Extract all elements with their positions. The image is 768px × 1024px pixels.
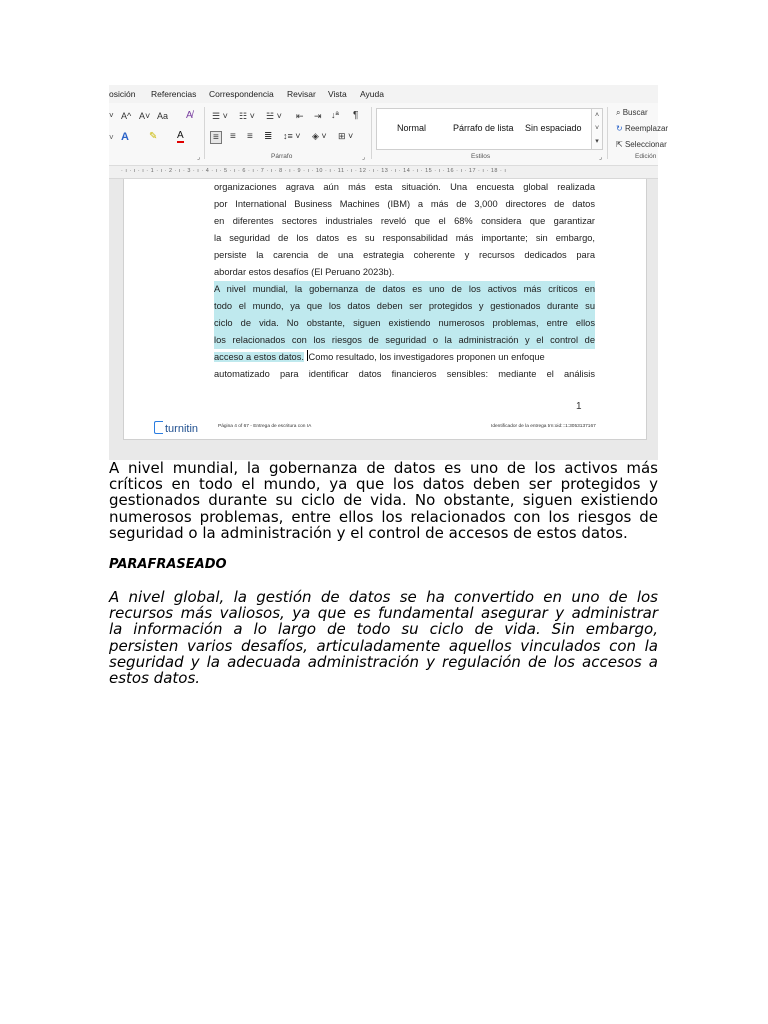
document-area: [109, 179, 658, 460]
cursor-arrow-icon: ⇱: [616, 140, 623, 149]
doc-line-with-cursor: [214, 349, 595, 366]
doc-line: por International Business Machines (IBM) a más de 3,000 directores de datos: [214, 199, 595, 209]
styles-scroll[interactable]: ˄ ˅ ▾: [591, 108, 603, 150]
ruler-marks: · ı · ı · ı · 1 · ı · 2 · ı · 3 · ı · 4 · ı · 5 · ı · 6 · ı · 7 · ı · 8 · ı · 9 · ı · 10 · ı · 11 · ı · 12 · ı · 13 · ı · 14 · ı · 15 · ı · 16 · ı · 17 · ı · 18 · ı: [121, 168, 507, 174]
paragraph-group-launcher-icon[interactable]: ⌟: [362, 154, 366, 161]
tab-correspondencia[interactable]: Correspondencia: [209, 89, 274, 99]
paragraph-line: seguridad o la administración y el control de accesos de estos datos.: [109, 523, 628, 542]
bullets-icon[interactable]: ☰ ˅: [212, 111, 228, 121]
search-icon: ⌕: [616, 108, 621, 117]
tab-vista[interactable]: Vista: [328, 89, 347, 99]
align-center-icon[interactable]: ≡: [230, 131, 236, 142]
align-left-icon[interactable]: ≡: [210, 131, 222, 144]
pilcrow-icon[interactable]: ¶: [353, 110, 359, 121]
text-effects-icon[interactable]: A: [121, 131, 129, 143]
doc-line: organizaciones agrava aún más esta situación. Una encuesta global realizada: [214, 182, 595, 192]
styles-gallery: [376, 108, 593, 150]
doc-line: abordar estos desafíos (El Peruano 2023b).: [214, 267, 395, 277]
font-color-icon[interactable]: A: [177, 130, 184, 141]
font-group-launcher-icon[interactable]: ⌟: [197, 154, 201, 161]
increase-indent-icon[interactable]: ⇥: [314, 111, 322, 121]
paragraph-line: recursos más valiosos, ya que es fundamental asegurar y administrar: [109, 604, 658, 623]
original-paragraph: [109, 460, 658, 541]
chevron-down-icon[interactable]: ˅: [109, 111, 114, 120]
highlighted-tail: acceso a estos datos.: [214, 352, 304, 362]
paragraph-line: A nivel mundial, la gobernanza de datos es uno de los activos más: [109, 459, 658, 477]
tab-referencias[interactable]: Referencias: [151, 89, 197, 99]
ribbon: [109, 103, 669, 166]
replace-button[interactable]: ↻ Reemplazar: [616, 124, 669, 133]
paragraph-line: estos datos.: [109, 668, 201, 687]
highlighted-line: los relacionados con los riesgos de seguridad o la administración y el control de: [214, 332, 595, 349]
change-case-icon[interactable]: Aa: [157, 111, 169, 121]
doc-line: persiste la carencia de una estrategia coherente y recursos dedicados para: [214, 250, 595, 260]
select-button[interactable]: ⇱ Seleccionar: [616, 140, 667, 149]
word-screenshot: [109, 85, 669, 460]
footer-right: Identificador de la entrega trn:oid:::1:3053137167: [491, 424, 596, 429]
search-button[interactable]: ⌕ Buscar: [616, 108, 648, 117]
separator: [371, 107, 372, 159]
decrease-indent-icon[interactable]: ⇤: [296, 111, 304, 121]
paragraph-line: numerosos problemas, entre ellos los relacionados con los riesgos de: [109, 507, 658, 526]
edit-group-label: Edición: [635, 153, 657, 160]
grow-font-icon[interactable]: A^: [121, 111, 132, 121]
align-right-icon[interactable]: ≡: [247, 131, 253, 142]
chevron-down-icon[interactable]: ˅: [109, 133, 114, 142]
paragraph-line: críticos en todo el mundo, ya que los datos deben ser protegidos y: [109, 475, 658, 494]
style-normal[interactable]: Normal: [397, 123, 427, 133]
styles-group-label: Estilos: [471, 153, 491, 160]
section-heading: PARAFRASEADO: [109, 557, 227, 572]
replace-icon: ↻: [616, 124, 623, 133]
paragraph-line: A nivel global, la gestión de datos se ha convertido en uno de los: [109, 588, 658, 606]
tab-ayuda[interactable]: Ayuda: [360, 89, 384, 99]
tab-disposicion[interactable]: osición: [109, 89, 136, 99]
paragraph-line: seguridad y la adecuada administración y regulación de los accesos a: [109, 652, 658, 671]
borders-icon[interactable]: ⊞ ˅: [338, 131, 354, 141]
highlighted-line: A nivel mundial, la gobernanza de datos es uno de los activos más críticos en: [214, 281, 595, 298]
paragraph-line: la información a lo largo de todo su ciclo de vida. Sin embargo,: [109, 620, 658, 639]
turnitin-icon: [154, 421, 163, 434]
paragraph-group-label: Párrafo: [271, 153, 293, 160]
separator: [607, 107, 608, 159]
document-page: [123, 179, 647, 440]
multilevel-list-icon[interactable]: ☱ ˅: [266, 111, 282, 121]
footer-left: Página 4 of 67 - Entrega de escritura con IA: [218, 424, 312, 429]
tail-text: Como resultado, los investigadores proponen un enfoque: [308, 352, 545, 362]
doc-line: en diferentes sectores industriales reveló que el 68% considera que garantizar: [214, 216, 595, 226]
tab-revisar[interactable]: Revisar: [287, 89, 316, 99]
line-spacing-icon[interactable]: ↕≡ ˅: [283, 131, 301, 141]
turnitin-logo: turnitin: [154, 421, 198, 435]
doc-line: la seguridad de los datos es su responsabilidad más importante; sin embargo,: [214, 233, 595, 243]
highlighter-icon[interactable]: ✎: [149, 131, 158, 142]
paraphrased-paragraph: [109, 589, 658, 686]
style-sin-espaciado[interactable]: Sin espaciado: [525, 123, 582, 133]
shading-icon[interactable]: ◈ ˅: [312, 131, 327, 141]
justify-icon[interactable]: ≣: [264, 131, 273, 142]
page-number: 1: [576, 401, 582, 412]
numbering-icon[interactable]: ☷ ˅: [239, 111, 255, 121]
separator: [204, 107, 205, 159]
paragraph-line: persisten varios desafíos, articuladamente aquellos vinculados con la: [109, 636, 658, 655]
highlighted-line: todo el mundo, ya que los datos deben ser protegidos y gestionados durante su: [214, 298, 595, 315]
ruler: [109, 166, 658, 179]
shrink-font-icon[interactable]: A˅: [139, 111, 151, 121]
sort-icon[interactable]: ↓ª: [331, 110, 339, 120]
styles-group-launcher-icon[interactable]: ⌟: [599, 154, 603, 161]
highlighted-line: ciclo de vida. No obstante, siguen existiendo numerosos problemas, entre ellos: [214, 315, 595, 332]
text-cursor: [307, 350, 308, 361]
style-parrafo-de-lista[interactable]: Párrafo de lista: [453, 123, 514, 133]
paragraph-line: gestionados durante su ciclo de vida. No obstante, siguen existiendo: [109, 491, 658, 510]
clear-format-icon[interactable]: A̸: [186, 110, 193, 121]
ribbon-tabs: [109, 85, 658, 103]
doc-line: automatizado para identificar datos financieros sensibles: mediante el análisis: [214, 369, 595, 379]
